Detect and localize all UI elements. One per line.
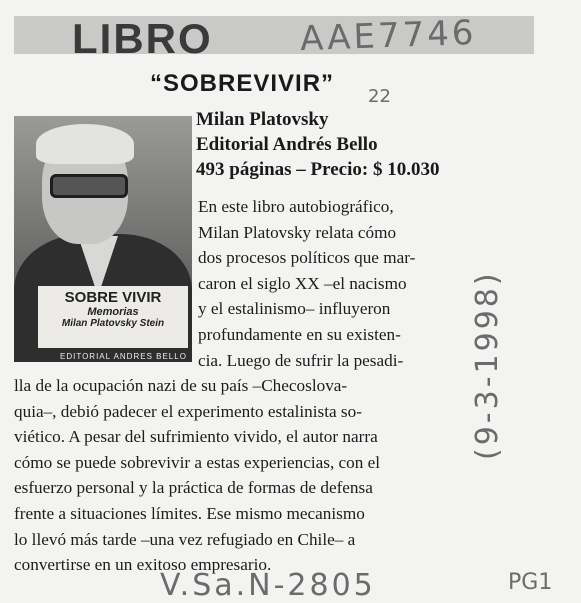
body-line: Milan Platovsky relata cómo [198, 222, 397, 242]
section-title: LIBRO [72, 15, 213, 62]
cover-publisher: EDITORIAL ANDRES BELLO [60, 352, 187, 361]
body-line: frente a situaciones límites. Ese mismo mecanismo [14, 503, 365, 523]
book-details: 493 páginas – Precio: $ 10.030 [196, 159, 440, 180]
cover-title: SOBRE VIVIR [64, 289, 162, 306]
body-line: cia. Luego de sufrir la pesadi- [198, 350, 404, 370]
article-body-upper [198, 194, 476, 373]
handwritten-number: 22 [368, 86, 391, 107]
handwritten-date: (9-3-1998) [470, 270, 505, 460]
handwritten-archive-code: V.Sa.N-2805 [160, 568, 376, 603]
cover-author: Milan Platovsky Stein [61, 318, 165, 329]
glasses [50, 174, 128, 198]
body-line: lla de la ocupación nazi de su país –Checoslova- [14, 376, 348, 395]
cover-title-label [38, 286, 188, 348]
body-line: y el estalinismo– influyeron [198, 299, 391, 319]
body-line: caron el siglo XX –el nacismo [198, 273, 407, 293]
body-line: convertirse en un exitoso empresario. [14, 555, 272, 575]
article-headline: “SOBREVIVIR” [150, 70, 335, 97]
article-body-lower [14, 373, 476, 578]
body-line: profundamente en su existen- [198, 324, 401, 344]
book-author: Milan Platovsky [196, 109, 329, 130]
book-publisher: Editorial Andrés Bello [196, 134, 378, 155]
handwritten-page-mark: PG1 [508, 570, 553, 595]
body-line: viético. A pesar del sufrimiento vivido, el autor narra [14, 427, 378, 447]
body-line: quia–, debió padecer el experimento estalinista so- [14, 401, 362, 421]
handwritten-code: AAE7746 [299, 12, 478, 60]
book-cover-image [14, 116, 192, 362]
body-line: lo llevó más tarde –una vez refugiado en Chile– a [14, 529, 356, 549]
cover-subtitle: Memorias [87, 306, 139, 318]
body-line: En este libro autobiográfico, [198, 197, 394, 216]
body-line: cómo se puede sobrevivir a estas experiencias, con el [14, 452, 381, 472]
body-line: dos procesos políticos que mar- [198, 248, 416, 268]
body-line: esfuerzo personal y la práctica de formas de defensa [14, 478, 373, 498]
